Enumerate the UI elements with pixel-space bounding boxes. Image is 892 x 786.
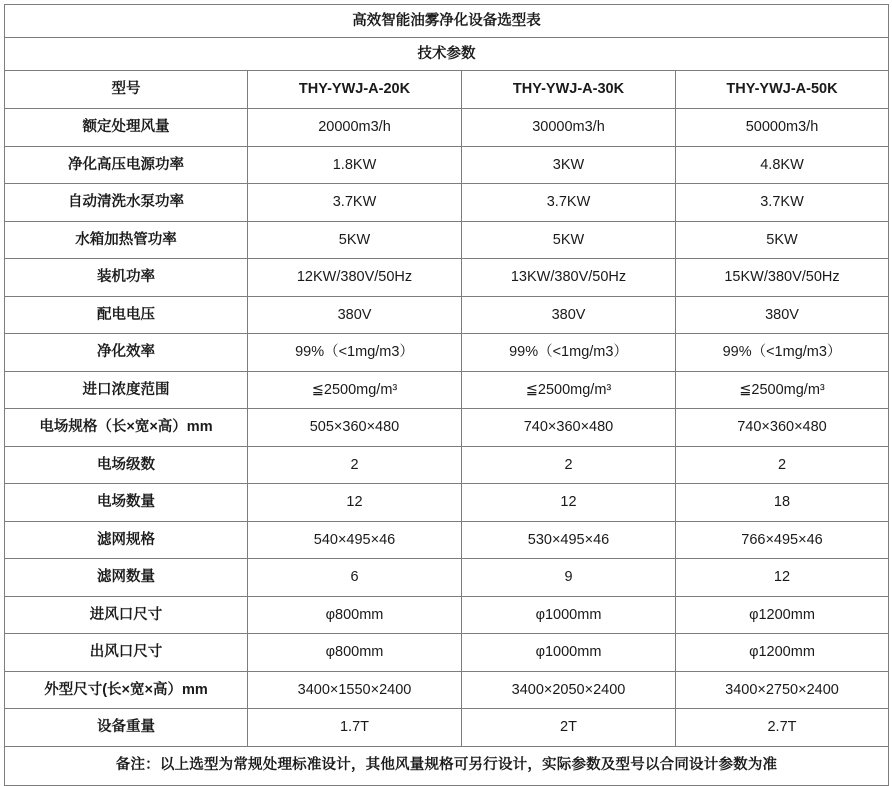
- row-value-1: 540×495×46: [248, 521, 462, 559]
- table-row: [5, 334, 889, 372]
- specification-table: [4, 4, 889, 786]
- row-value-1: 12KW/380V/50Hz: [248, 259, 462, 297]
- row-label: 净化高压电源功率: [5, 146, 248, 184]
- row-value-3: 18: [676, 484, 889, 522]
- row-value-3: 766×495×46: [676, 521, 889, 559]
- row-value-2: 2: [462, 446, 676, 484]
- row-value-1: 3400×1550×2400: [248, 671, 462, 709]
- table-row: [5, 671, 889, 709]
- table-title-row: [5, 5, 889, 38]
- row-value-3: 2: [676, 446, 889, 484]
- row-value-2: φ1000mm: [462, 596, 676, 634]
- row-value-1: 6: [248, 559, 462, 597]
- row-label: 设备重量: [5, 709, 248, 747]
- row-value-2: 530×495×46: [462, 521, 676, 559]
- row-value-1: 12: [248, 484, 462, 522]
- row-value-1: 505×360×480: [248, 409, 462, 447]
- row-value-1: 2: [248, 446, 462, 484]
- row-label: 自动清洗水泵功率: [5, 184, 248, 222]
- row-value-3: 12: [676, 559, 889, 597]
- column-header-model-2: THY-YWJ-A-30K: [462, 71, 676, 109]
- row-value-3: 50000m3/h: [676, 109, 889, 147]
- row-value-3: 15KW/380V/50Hz: [676, 259, 889, 297]
- row-value-2: 13KW/380V/50Hz: [462, 259, 676, 297]
- row-label: 水箱加热管功率: [5, 221, 248, 259]
- row-label: 外型尺寸(长×宽×高）mm: [5, 671, 248, 709]
- table-body: [5, 109, 889, 747]
- row-value-2: 5KW: [462, 221, 676, 259]
- row-value-1: 1.7T: [248, 709, 462, 747]
- table-row: [5, 371, 889, 409]
- row-label: 净化效率: [5, 334, 248, 372]
- table-row: [5, 709, 889, 747]
- table-row: [5, 484, 889, 522]
- row-value-2: 12: [462, 484, 676, 522]
- document-title: 高效智能油雾净化设备选型表: [5, 5, 889, 38]
- row-value-3: 4.8KW: [676, 146, 889, 184]
- table-row: [5, 634, 889, 672]
- row-value-2: 3400×2050×2400: [462, 671, 676, 709]
- row-label: 进口浓度范围: [5, 371, 248, 409]
- row-value-3: φ1200mm: [676, 634, 889, 672]
- row-value-2: 99%（<1mg/m3）: [462, 334, 676, 372]
- row-value-1: 380V: [248, 296, 462, 334]
- row-value-2: 3.7KW: [462, 184, 676, 222]
- row-label: 滤网数量: [5, 559, 248, 597]
- row-value-2: 380V: [462, 296, 676, 334]
- table-subtitle-row: [5, 38, 889, 71]
- row-value-2: ≦2500mg/m³: [462, 371, 676, 409]
- row-value-3: 380V: [676, 296, 889, 334]
- row-label: 额定处理风量: [5, 109, 248, 147]
- row-value-3: 2.7T: [676, 709, 889, 747]
- table-row: [5, 596, 889, 634]
- row-value-2: 2T: [462, 709, 676, 747]
- row-label: 滤网规格: [5, 521, 248, 559]
- row-label: 出风口尺寸: [5, 634, 248, 672]
- table-row: [5, 184, 889, 222]
- table-row: [5, 521, 889, 559]
- row-value-2: 3KW: [462, 146, 676, 184]
- table-note-row: [5, 746, 889, 785]
- row-value-3: ≦2500mg/m³: [676, 371, 889, 409]
- table-row: [5, 109, 889, 147]
- row-value-1: φ800mm: [248, 634, 462, 672]
- row-value-1: 3.7KW: [248, 184, 462, 222]
- column-header-model-3: THY-YWJ-A-50K: [676, 71, 889, 109]
- row-value-1: 99%（<1mg/m3）: [248, 334, 462, 372]
- row-label: 配电电压: [5, 296, 248, 334]
- row-value-3: 740×360×480: [676, 409, 889, 447]
- row-value-3: 3.7KW: [676, 184, 889, 222]
- row-value-1: 5KW: [248, 221, 462, 259]
- row-value-1: 1.8KW: [248, 146, 462, 184]
- row-label: 装机功率: [5, 259, 248, 297]
- table-row: [5, 559, 889, 597]
- row-label: 电场规格（长×宽×高）mm: [5, 409, 248, 447]
- table-header-row: [5, 71, 889, 109]
- column-header-label: 型号: [5, 71, 248, 109]
- row-value-3: φ1200mm: [676, 596, 889, 634]
- row-label: 电场级数: [5, 446, 248, 484]
- row-value-2: φ1000mm: [462, 634, 676, 672]
- row-value-3: 3400×2750×2400: [676, 671, 889, 709]
- row-value-1: ≦2500mg/m³: [248, 371, 462, 409]
- table-row: [5, 296, 889, 334]
- table-row: [5, 409, 889, 447]
- column-header-model-1: THY-YWJ-A-20K: [248, 71, 462, 109]
- row-value-1: 20000m3/h: [248, 109, 462, 147]
- row-value-2: 30000m3/h: [462, 109, 676, 147]
- row-value-3: 99%（<1mg/m3）: [676, 334, 889, 372]
- row-value-3: 5KW: [676, 221, 889, 259]
- table-row: [5, 259, 889, 297]
- row-value-2: 9: [462, 559, 676, 597]
- row-label: 电场数量: [5, 484, 248, 522]
- footer-note: 备注：以上选型为常规处理标准设计，其他风量规格可另行设计，实际参数及型号以合同设计参数为准: [5, 746, 889, 785]
- row-value-2: 740×360×480: [462, 409, 676, 447]
- table-row: [5, 221, 889, 259]
- row-value-1: φ800mm: [248, 596, 462, 634]
- row-label: 进风口尺寸: [5, 596, 248, 634]
- table-row: [5, 446, 889, 484]
- table-row: [5, 146, 889, 184]
- document-subtitle: 技术参数: [5, 38, 889, 71]
